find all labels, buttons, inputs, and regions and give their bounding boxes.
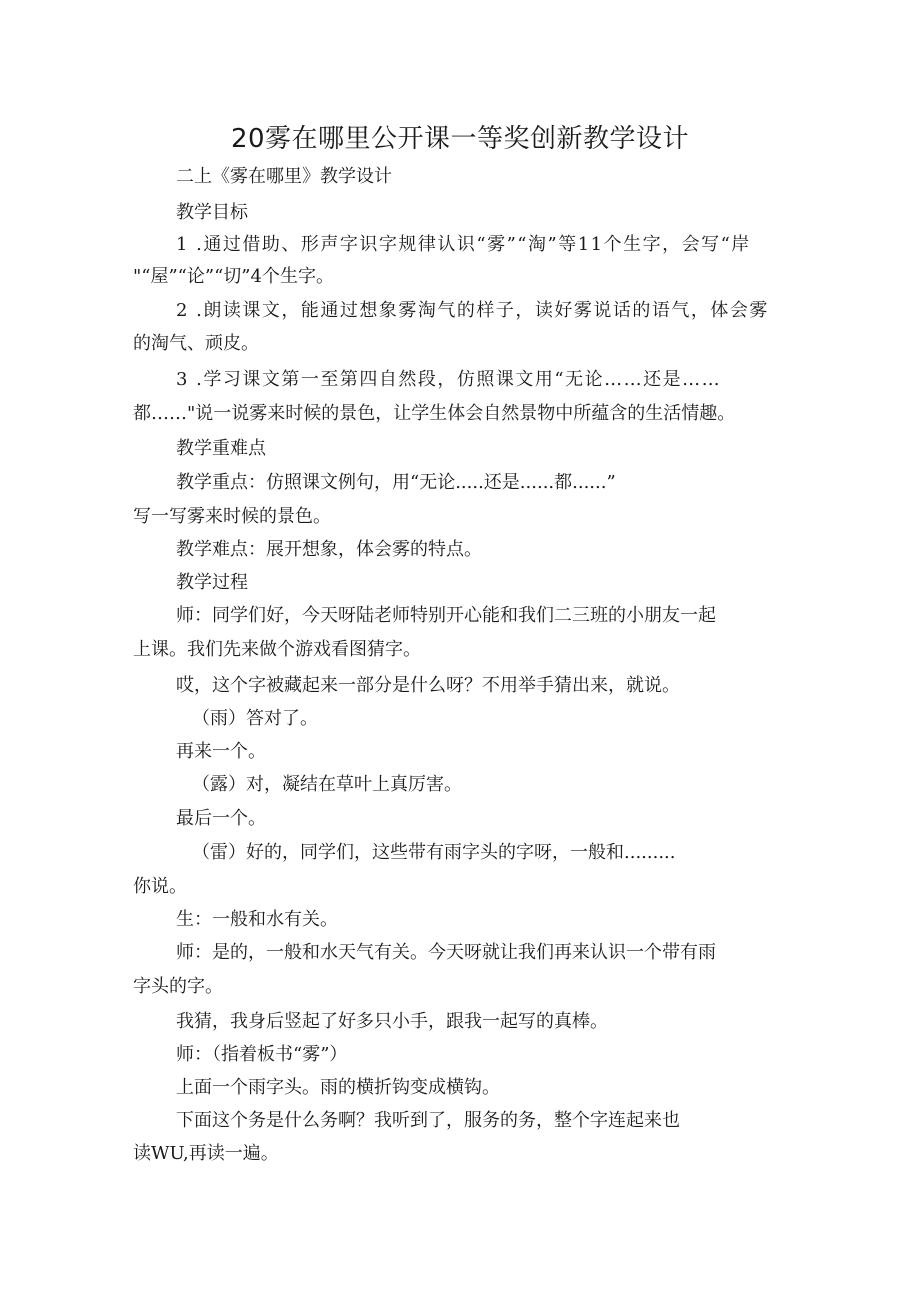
subtitle-line: 二上《雾在哪里》教学设计 bbox=[176, 166, 392, 187]
objective-2-line-2: 的淘气、顽皮。 bbox=[133, 333, 259, 354]
process-line-13: 我猜，我身后竖起了好多只小手，跟我一起写的真棒。 bbox=[176, 1011, 608, 1032]
section-heading-key-points: 教学重难点 bbox=[176, 438, 266, 459]
process-line-9: 你说。 bbox=[133, 876, 187, 897]
process-line-17: 读WU,再读一遍。 bbox=[133, 1143, 279, 1164]
process-line-7: 最后一个。 bbox=[176, 808, 266, 829]
objective-1-line-2: "“屋”“论”“切”4个生字。 bbox=[133, 266, 334, 287]
key-point-line-2: 写一写雾来时候的景色。 bbox=[133, 506, 331, 527]
section-heading-objectives: 教学目标 bbox=[176, 202, 248, 223]
section-heading-process: 教学过程 bbox=[176, 572, 248, 593]
objective-2-line-1: 2 .朗读课文，能通过想象雾淘气的样子，读好雾说话的语气，体会雾 bbox=[176, 300, 769, 321]
process-line-15: 上面一个雨字头。雨的横折钩变成横钩。 bbox=[176, 1077, 500, 1098]
process-line-14: 师：（指着板书“雾”） bbox=[176, 1044, 348, 1065]
process-line-1: 师：同学们好，今天呀陆老师特别开心能和我们二三班的小朋友一起 bbox=[176, 605, 716, 626]
process-line-16: 下面这个务是什么务啊？我听到了，服务的务，整个字连起来也 bbox=[176, 1110, 680, 1131]
process-line-5: 再来一个。 bbox=[176, 741, 266, 762]
key-point-line-1: 教学重点：仿照课文例句，用“无论.....还是......都......” bbox=[176, 472, 616, 493]
difficulty-line: 教学难点：展开想象，体会雾的特点。 bbox=[176, 539, 482, 560]
process-line-10: 生：一般和水有关。 bbox=[176, 909, 338, 930]
objective-1-line-1: 1 .通过借助、形声字识字规律认识“雾”“淘”等11个生字，会写“岸 bbox=[176, 234, 751, 255]
process-line-4: （雨）答对了。 bbox=[192, 708, 318, 729]
process-line-3: 哎，这个字被藏起来一部分是什么呀？不用举手猜出来，就说。 bbox=[176, 675, 680, 696]
process-line-2: 上课。我们先来做个游戏看图猜字。 bbox=[133, 639, 421, 660]
process-line-11: 师：是的，一般和水天气有关。今天呀就让我们再来认识一个带有雨 bbox=[176, 942, 716, 963]
process-line-6: （露）对，凝结在草叶上真厉害。 bbox=[192, 774, 462, 795]
objective-3-line-1: 3 .学习课文第一至第四自然段，仿照课文用“无论……还是…… bbox=[176, 369, 722, 390]
process-line-8: （雷）好的，同学们，这些带有雨字头的字呀，一般和......... bbox=[192, 842, 676, 863]
process-line-12: 字头的字。 bbox=[133, 976, 223, 997]
objective-3-line-2: 都……"说一说雾来时候的景色，让学生体会自然景物中所蕴含的生活情趣。 bbox=[133, 403, 736, 424]
document-title: 20雾在哪里公开课一等奖创新教学设计 bbox=[230, 124, 690, 154]
